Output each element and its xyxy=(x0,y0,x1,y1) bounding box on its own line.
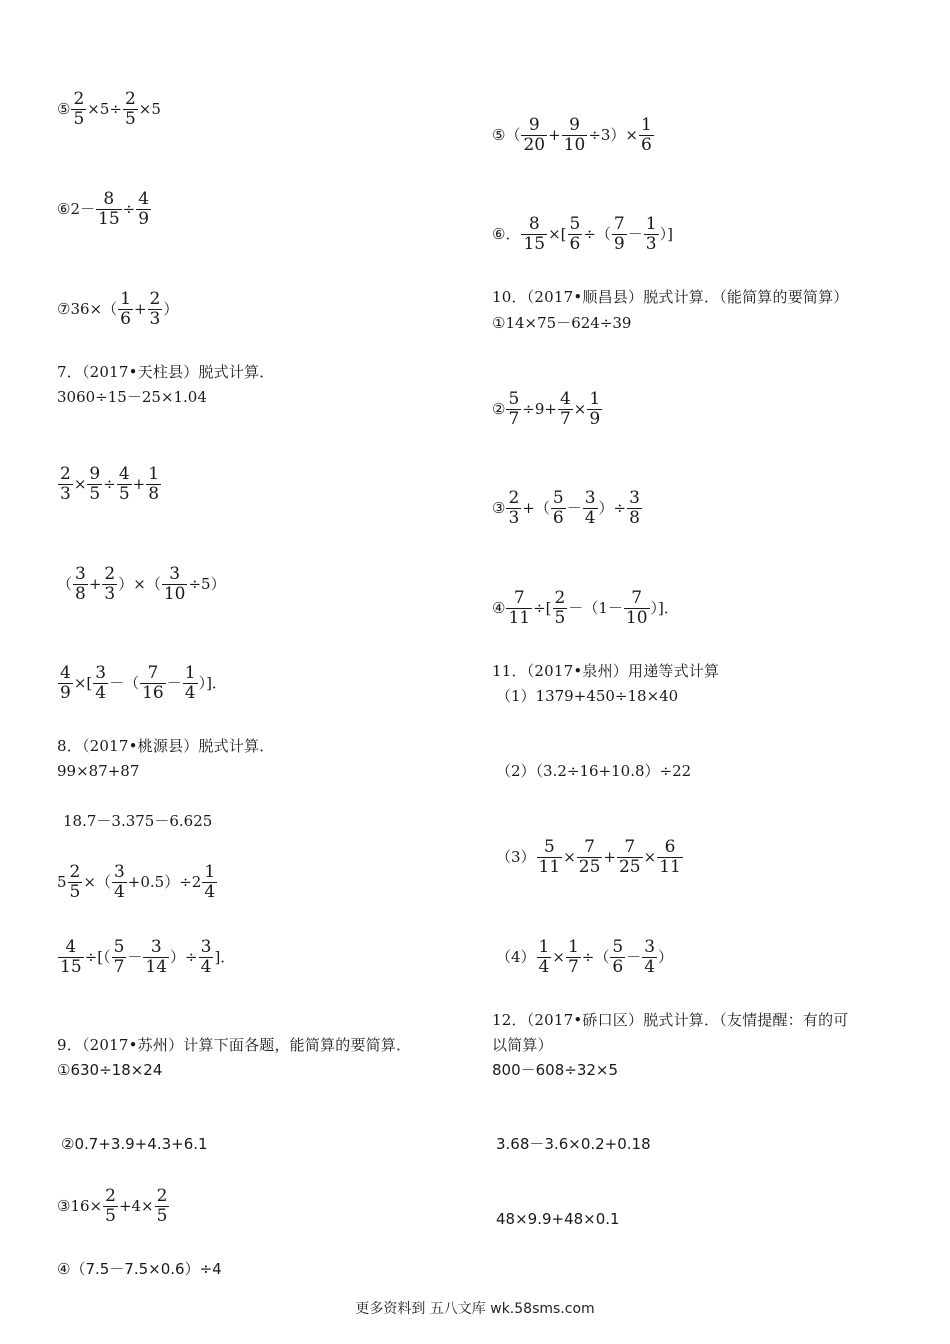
fraction: 1 4 xyxy=(204,862,216,902)
fraction: $\frac{6}{11}$ xyxy=(659,837,681,877)
fraction: 3 4 xyxy=(644,937,656,977)
fraction: $\frac{8}{15}$ xyxy=(523,214,546,254)
fraction: $\frac{2}{3}$ xyxy=(60,464,71,504)
fraction: $\frac{9}{10}$ xyxy=(563,115,586,155)
question-9-header: 9．（2017•苏州）计算下面各题，能简算的要简算． xyxy=(57,1036,412,1054)
q10-line-3: ③ 2 3 +（ 5 6 － 3 4 ）÷ $\frac{3}{8}$ xyxy=(492,488,640,528)
fraction: $\frac{7}{11}$ xyxy=(508,588,531,628)
q8-line-1: 99×87+87 xyxy=(57,762,140,780)
question-10-header: 10．（2017•顺昌县）脱式计算．（能简算的要简算） xyxy=(492,288,849,306)
q10-line-1: ①14×75－624÷39 xyxy=(492,314,632,332)
fraction: $\frac{9}{5}$ xyxy=(89,464,101,504)
fraction: $\frac{1}{7}$ xyxy=(567,937,579,977)
fraction: $\frac{4}{9}$ xyxy=(138,189,150,229)
fraction: 3 14 xyxy=(145,937,168,977)
q9-line-2: ②0.7+3.9+4.3+6.1 xyxy=(61,1135,208,1153)
left-expr-7: ⑦36×（ 1 6 + $\frac{2}{3}$ ） xyxy=(57,289,179,329)
fraction: $\frac{2}{5}$ xyxy=(105,1186,116,1226)
fraction: 5 6 xyxy=(612,937,624,977)
fraction: 5 6 xyxy=(552,488,564,528)
q8-line-2: 18.7－3.375－6.625 xyxy=(63,812,213,830)
fraction: $\frac{3}{4}$ xyxy=(200,937,212,977)
fraction: 3 4 xyxy=(584,488,596,528)
q12-line-2: 3.68－3.6×0.2+0.18 xyxy=(496,1135,651,1153)
fraction: $\frac{5}{11}$ xyxy=(538,837,561,877)
fraction: $\frac{3}{8}$ xyxy=(629,488,640,528)
q10-line-2: ② $\frac{5}{7}$ ÷9+ $\frac{4}{7}$ × $\frac{1}{9}$ xyxy=(492,389,601,429)
fraction: 1 3 xyxy=(645,214,657,254)
fraction: $\frac{2}{5}$ xyxy=(124,89,136,129)
fraction: $\frac{4}{15}$ xyxy=(60,937,82,977)
fraction: 7 16 xyxy=(142,663,164,703)
q7-line-4: $\frac{4}{9}$ ×[ 3 4 －（ 7 16 － 1 4 ）]． xyxy=(60,663,227,703)
question-12-header-cont: 以简算） xyxy=(492,1036,553,1054)
fraction: 2 3 xyxy=(508,488,520,528)
question-7-header: 7．（2017•天柱县）脱式计算． xyxy=(57,363,275,381)
q7-line-1: 3060÷15－25×1.04 xyxy=(57,388,207,406)
q7-line-3: （ 3 8 + $\frac{2}{3}$ ）×（ $\frac{3}{10}$ ÷5） xyxy=(57,564,226,604)
fraction: 2 5 xyxy=(554,588,566,628)
fraction: 7 9 xyxy=(613,214,625,254)
right-expr-5: ⑤（ 9 20 + $\frac{9}{10}$ ÷3）× $\frac{1}{6}$ xyxy=(492,115,652,155)
fraction: $\frac{2}{5}$ xyxy=(69,862,81,902)
q12-line-1: 800－608÷32×5 xyxy=(492,1061,619,1079)
fraction: $\frac{7}{25}$ xyxy=(618,837,641,877)
fraction: $\frac{8}{15}$ xyxy=(98,189,120,229)
q7-line-2: $\frac{2}{3}$ × $\frac{9}{5}$ ÷ $\frac{4}{5}$ + $\frac{1}{8}$ xyxy=(60,464,160,504)
question-8-header: 8．（2017•桃源县）脱式计算． xyxy=(57,737,275,755)
fraction: 7 10 xyxy=(625,588,648,628)
fraction: $\frac{1}{4}$ xyxy=(538,937,550,977)
fraction: $\frac{3}{10}$ xyxy=(163,564,186,604)
question-12-header: 12．（2017•硚口区）脱式计算．（友情提醒：有的可 xyxy=(492,1011,849,1029)
fraction: $\frac{1}{9}$ xyxy=(589,389,601,429)
q12-line-3: 48×9.9+48×0.1 xyxy=(496,1210,620,1228)
fraction: 1 6 xyxy=(120,289,131,329)
fraction: 3 4 xyxy=(95,663,107,703)
q11-line-1: （1）1379+450÷18×40 xyxy=(496,687,679,705)
fraction: $\frac{2}{5}$ xyxy=(73,89,85,129)
fraction: $\frac{4}{7}$ xyxy=(559,389,571,429)
q8-line-3: 5 $\frac{2}{5}$ ×（ 3 4 +0.5）÷2 1 4 xyxy=(57,862,216,902)
q10-line-4: ④ $\frac{7}{11}$ ÷[ 2 5 －（1－ 7 10 ）]． xyxy=(492,588,679,628)
left-expr-5: ⑤ $\frac{2}{5}$ ×5÷ $\frac{2}{5}$ ×5 xyxy=(57,89,161,129)
fraction: $\frac{2}{3}$ xyxy=(104,564,116,604)
fraction: 5 7 xyxy=(113,937,125,977)
right-expr-6: ⑥． $\frac{8}{15}$ ×[ $\frac{5}{6}$ ÷（ 7 9 － 1 3 ）] xyxy=(492,214,673,254)
fraction: $\frac{5}{6}$ xyxy=(569,214,581,254)
footer-watermark: 更多资料到 五八文库 wk.58sms.com xyxy=(355,1301,595,1317)
fraction: $\frac{1}{8}$ xyxy=(148,464,160,504)
q8-line-4: $\frac{4}{15}$ ÷[（ 5 7 － 3 14 ）÷ $\frac{3}{4}$ ]． xyxy=(60,937,236,977)
fraction: 1 4 xyxy=(184,663,196,703)
q9-line-1: ①630÷18×24 xyxy=(57,1061,163,1079)
fraction: $\frac{2}{3}$ xyxy=(149,289,161,329)
q11-line-4: （4） $\frac{1}{4}$ × $\frac{1}{7}$ ÷（ 5 6 － 3 4 ） xyxy=(496,937,674,977)
question-11-header: 11．（2017•泉州）用递等式计算 xyxy=(492,662,720,680)
fraction: 9 20 xyxy=(523,115,546,155)
q11-line-2: （2）（3.2÷16+10.8）÷22 xyxy=(496,762,692,780)
fraction: $\frac{2}{5}$ xyxy=(156,1186,168,1226)
fraction: 3 4 xyxy=(113,862,125,902)
q11-line-3: （3） $\frac{5}{11}$ × $\frac{7}{25}$ + $\frac{7}{25}$ × $\frac{6}{11}$ xyxy=(496,837,681,877)
fraction: $\frac{5}{7}$ xyxy=(508,389,520,429)
q9-line-3: ③16× $\frac{2}{5}$ +4× $\frac{2}{5}$ xyxy=(57,1186,168,1226)
left-expr-6: ⑥2－ $\frac{8}{15}$ ÷ $\frac{4}{9}$ xyxy=(57,189,150,229)
fraction: $\frac{4}{9}$ xyxy=(60,663,71,703)
fraction: $\frac{1}{6}$ xyxy=(641,115,652,155)
fraction: $\frac{7}{25}$ xyxy=(578,837,601,877)
fraction: 3 8 xyxy=(75,564,86,604)
q9-line-4: ④（7.5－7.5×0.6）÷4 xyxy=(57,1260,222,1278)
fraction: $\frac{4}{5}$ xyxy=(118,464,130,504)
